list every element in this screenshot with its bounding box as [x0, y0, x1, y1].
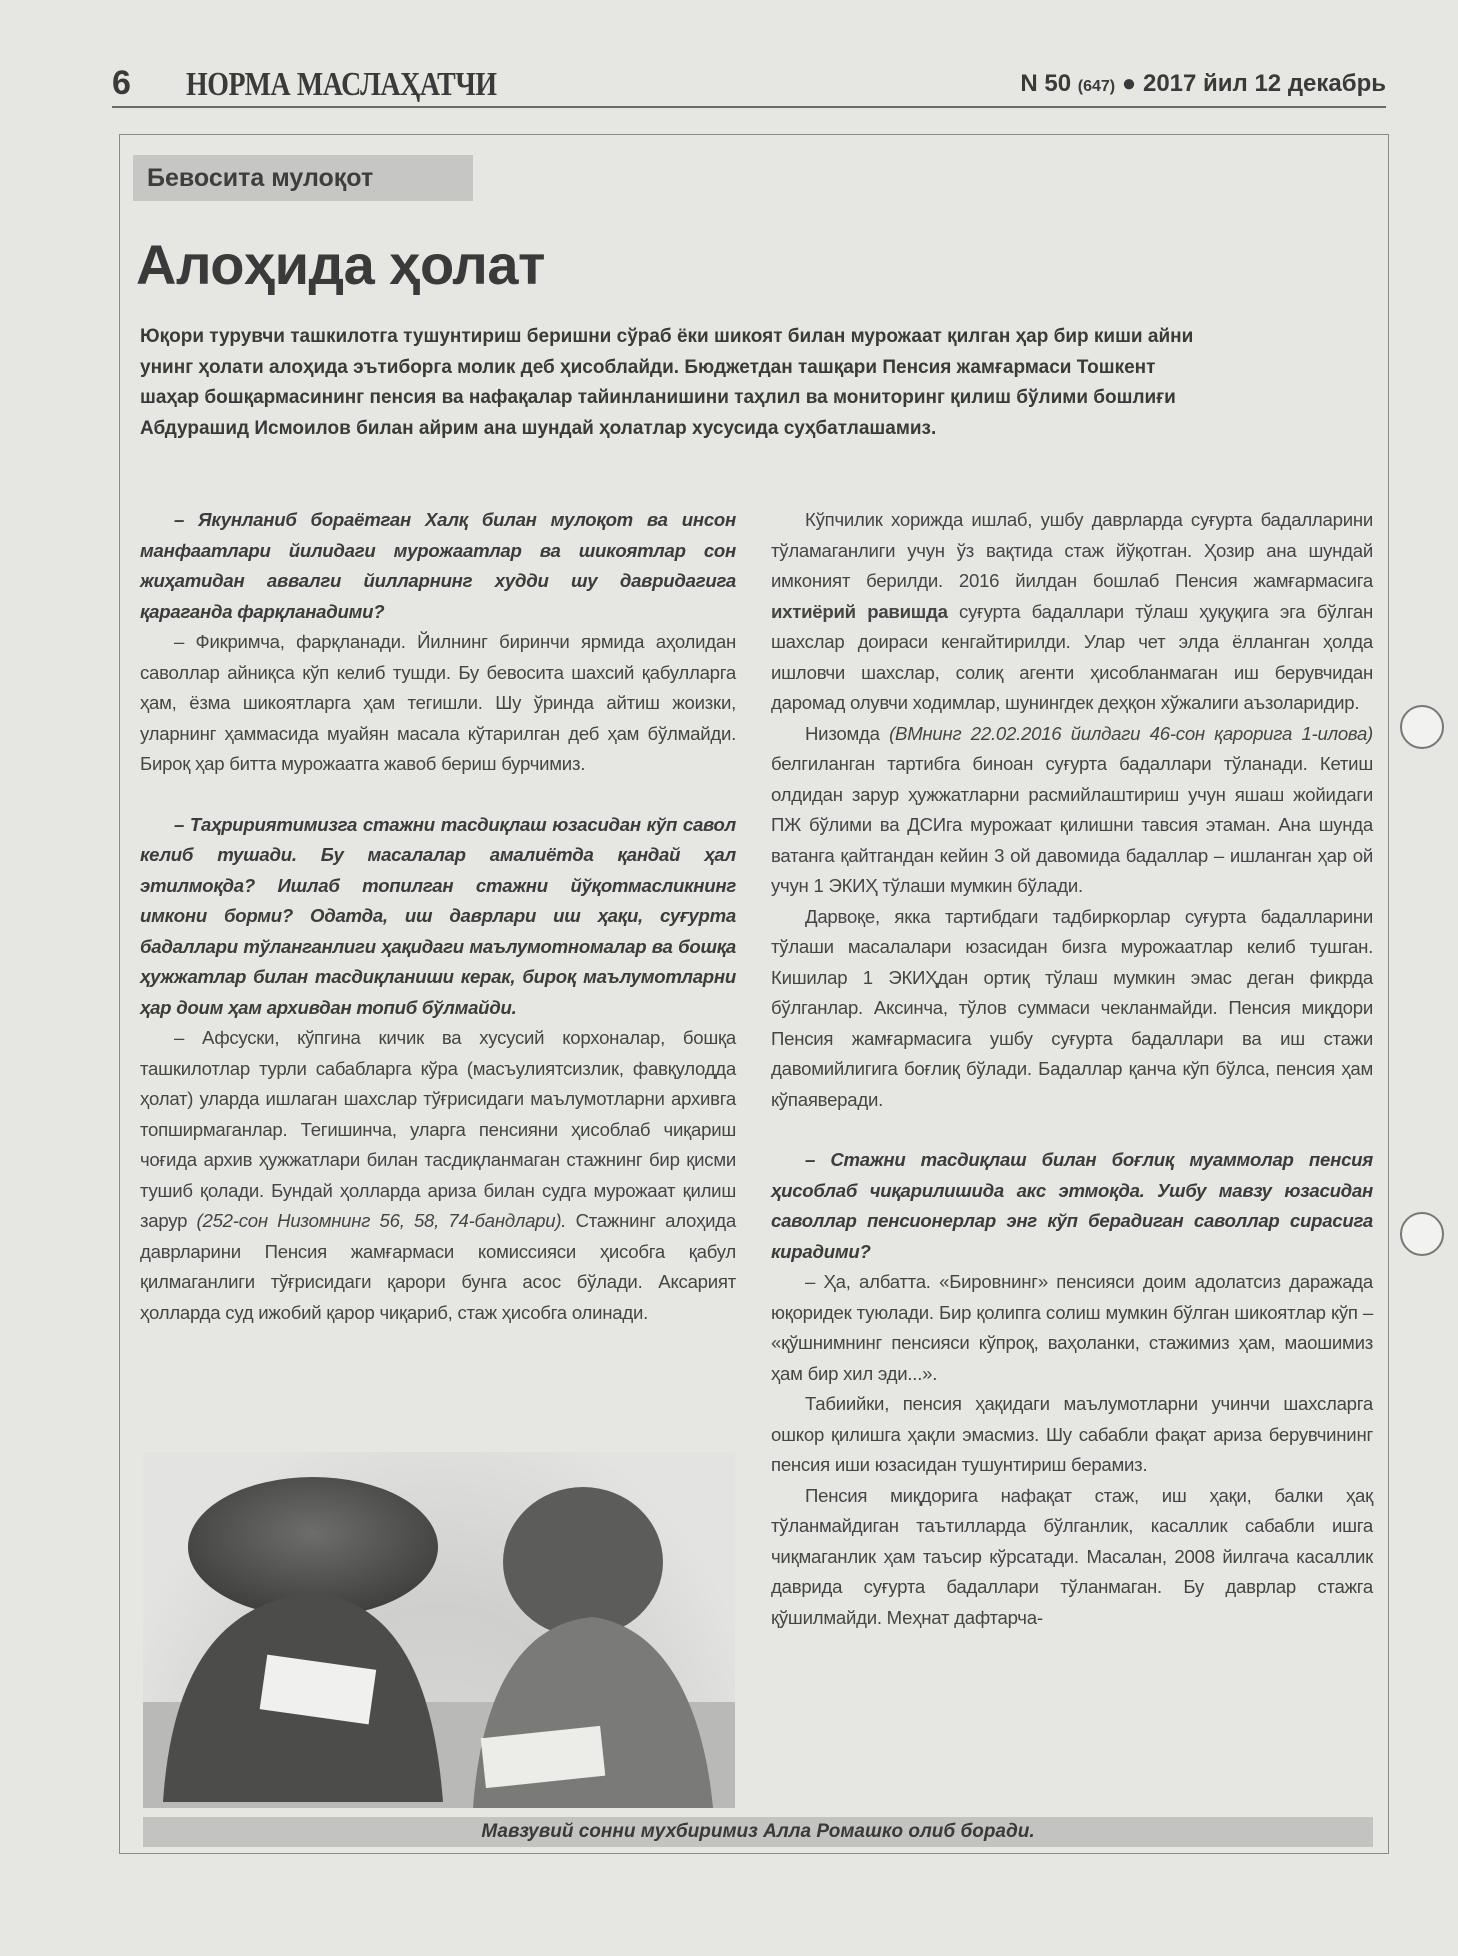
text-segment: (ВМнинг 22.02.2016 йилдаги 46-сон қарорига 1-илова)	[889, 722, 1373, 744]
left-column	[140, 505, 736, 1328]
interview-answer	[771, 902, 1373, 1116]
text-segment: белгиланган тартибга биноан суғурта бадаллари тўланади. Кетиш олдидан зарур ҳужжатларни расмийлаштириш учун яшаш жойидаги ПЖ бўлими ва ДСИга мурожаат қилишни тавсия этаман. Ана шунда ватанга қайтгандан кейин 3 ой давомида бадаллар – ишланган ҳар ой учун 1 ЭКИҲ тўлаши мумкин бўлади.	[771, 753, 1373, 896]
binder-hole-icon	[1400, 705, 1444, 749]
interview-answer	[140, 1023, 736, 1328]
text-segment: суғурта бадаллари тўлаш ҳуқуқига эга бўлган шахслар доираси кенгайтирилди. Улар чет элда ёлланган ҳолда ишловчи шахслар, солиқ агенти ҳисобланмаган иш берувчидан даромад олувчи ходимлар, шунингдек деҳқон хўжалиги аъзоларидир.	[771, 600, 1373, 713]
issue-total: (647)	[1077, 78, 1116, 95]
text-segment: Низомда	[805, 722, 890, 744]
rubric-label: Бевосита мулоқот	[133, 155, 473, 201]
page-header	[112, 62, 1386, 108]
article-title: Алоҳида ҳолат	[136, 233, 545, 296]
bullet-icon: ●	[1121, 70, 1137, 97]
interview-answer	[771, 1267, 1373, 1389]
text-segment: – Афсуски, кўпгина кичик ва хусусий корхоналар, бошқа ташкилотлар турли сабабларга кўра (масъулиятсизлик, фавқулодда ҳолат) уларда ишлаган шахслар тўғрисидаги маълумотларни архивга топширмаганлар. Тегишинча, уларга пенсияни ҳисоблаб чиқариш чоғида архив ҳужжатлари билан тасдиқланмаган стажнинг бир қисми тушиб қолади. Бундай ҳолларда ариза билан судга мурожаат қилиш зарур	[140, 1027, 736, 1231]
text-segment: – Фикримча, фарқланади. Йилнинг биринчи ярмида аҳолидан саволлар айниқса кўп келиб тушди. Бу бевосита шахсий қабулларга ҳам, ёзма шикоятларга ҳам тегишли. Шу ўринда айтиш жоизки, уларнинг ҳаммасида муайян масала кўтарилган деб ҳам бўлмайди. Бироқ ҳар битта мурожаатга жавоб бериш бурчимиз.	[140, 631, 736, 774]
text-segment: – Стажни тасдиқлаш билан боғлиқ муаммолар пенсия ҳисоблаб чиқарилишида акс этмоқда. Ушбу мавзу юзасидан саволлар пенсионерлар энг кўп берадиган саволлар сирасига кирадими?	[771, 1149, 1373, 1262]
newspaper-name: НОРМА МАСЛАҲАТЧИ	[186, 66, 497, 103]
interview-answer	[771, 1389, 1373, 1481]
text-segment: Табиийки, пенсия ҳақидаги маълумотларни учинчи шахсларга ошкор қилишга ҳақли эмасмиз. Шу сабабли фақат ариза берувчининг пенсия иши юзасидан тушунтириш берамиз.	[771, 1393, 1373, 1475]
right-column	[771, 505, 1373, 1633]
interview-answer	[140, 627, 736, 780]
issue-date: 2017 йил 12 декабрь	[1142, 70, 1386, 97]
article-intro: Юқори турувчи ташкилотга тушунтириш беришни сўраб ёки шикоят билан мурожаат қилган ҳар бир киши айни унинг ҳолати алоҳида эътиборга молик деб ҳисоблайди. Бюджетдан ташқари Пенсия жамғармаси Тошкент шаҳар бошқармасининг пенсия ва нафақалар тайинланишини таҳлил ва мониторинг қилиш бўлими бошлиғи Абдурашид Исмоилов билан айрим ана шундай ҳолатлар хусусида суҳбатлашамиз.	[140, 326, 1194, 439]
interview-answer	[771, 1481, 1373, 1634]
text-segment: ихтиёрий равишда	[771, 600, 948, 622]
article-photo	[143, 1452, 735, 1808]
interview-answer	[771, 505, 1373, 719]
issue-info	[1020, 70, 1386, 98]
interview-question	[771, 1145, 1373, 1267]
text-segment: Стажнинг алоҳида даврларини Пенсия жамғармаси комиссияси ҳисобга қабул қилмаганлиги тўғрисидаги қарори бунга асос бўлади. Аксарият ҳолларда суд ижобий қарор чиқариб, стаж ҳисобга олинади.	[140, 1210, 736, 1323]
page-number: 6	[112, 64, 131, 102]
text-segment: – Якунланиб бораётган Халқ билан мулоқот ва инсон манфаатлари йилидаги мурожаатлар ва шикоятлар сон жиҳатидан аввалги йилларнинг худди шу давридагига қараганда фарқланадими?	[140, 509, 736, 622]
interview-answer	[771, 719, 1373, 902]
text-segment: Кўпчилик хорижда ишлаб, ушбу даврларда суғурта бадалларини тўламаганлиги учун ўз вақтида стаж йўқотган. Ҳозир ана шундай имконият берилди. 2016 йилдан бошлаб Пенсия жамғармасига	[771, 509, 1373, 591]
interview-question	[140, 505, 736, 627]
interview-question	[140, 810, 736, 1024]
text-segment: Дарвоқе, якка тартибдаги тадбиркорлар суғурта бадалларини тўлаши масалалари юзасидан бизга мурожаатлар келиб тушган. Кишилар 1 ЭКИҲдан ортиқ тўлаш мумкин эмас деган фикрда бўлганлар. Аксинча, тўлов суммаси чекланмайди. Пенсия миқдори Пенсия жамғармасига ушбу суғурта бадаллари ва иш стажи давомийлигига боғлиқ бўлади. Бадаллар қанча кўп бўлса, пенсия ҳам кўпаяверади.	[771, 905, 1373, 1110]
text-segment: Пенсия миқдорига нафақат стаж, иш ҳақи, балки ҳақ тўланмайдиган таътилларда бўлганлик, касаллик сабабли ишга чиқмаганлик ҳам таъсир кўрсатади. Масалан, 2008 йилгача касаллик даврида суғурта бадаллари тўланмаган. Бу даврлар стажга қўшилмайди. Меҳнат дафтарча-	[771, 1484, 1373, 1628]
text-segment: (252-сон Низомнинг 56, 58, 74-бандлари).	[196, 1210, 567, 1231]
text-segment: – Таҳририятимизга стажни тасдиқлаш юзасидан кўп савол келиб тушади. Бу масалалар амалиётда қандай ҳал этилмоқда? Ишлаб топилган стажни йўқотмасликнинг имкони борми? Одатда, иш даврлари иш ҳақи, суғурта бадаллари тўланганлиги ҳақидаги маълумотномалар ва бошқа ҳужжатлар билан тасдиқланиши керак, бироқ маълумотларни ҳар доим ҳам архивдан топиб бўлмайди.	[140, 813, 736, 1018]
issue-number: N 50	[1020, 70, 1072, 97]
text-segment: – Ҳа, албатта. «Бировнинг» пенсияси доим адолатсиз даражада юқоридек туюлади. Бир қолипга солиш мумкин бўлган шикоятлар кўп – «қўшнимнинг пенсияси кўпроқ, ваҳоланки, стажимиз ҳам, маошимиз ҳам бир хил эди...».	[771, 1271, 1373, 1384]
photo-two-people-writing	[143, 1452, 735, 1808]
photo-caption: Мавзувий сонни мухбиримиз Алла Ромашко олиб боради.	[143, 1817, 1373, 1847]
binder-hole-icon	[1400, 1212, 1444, 1256]
